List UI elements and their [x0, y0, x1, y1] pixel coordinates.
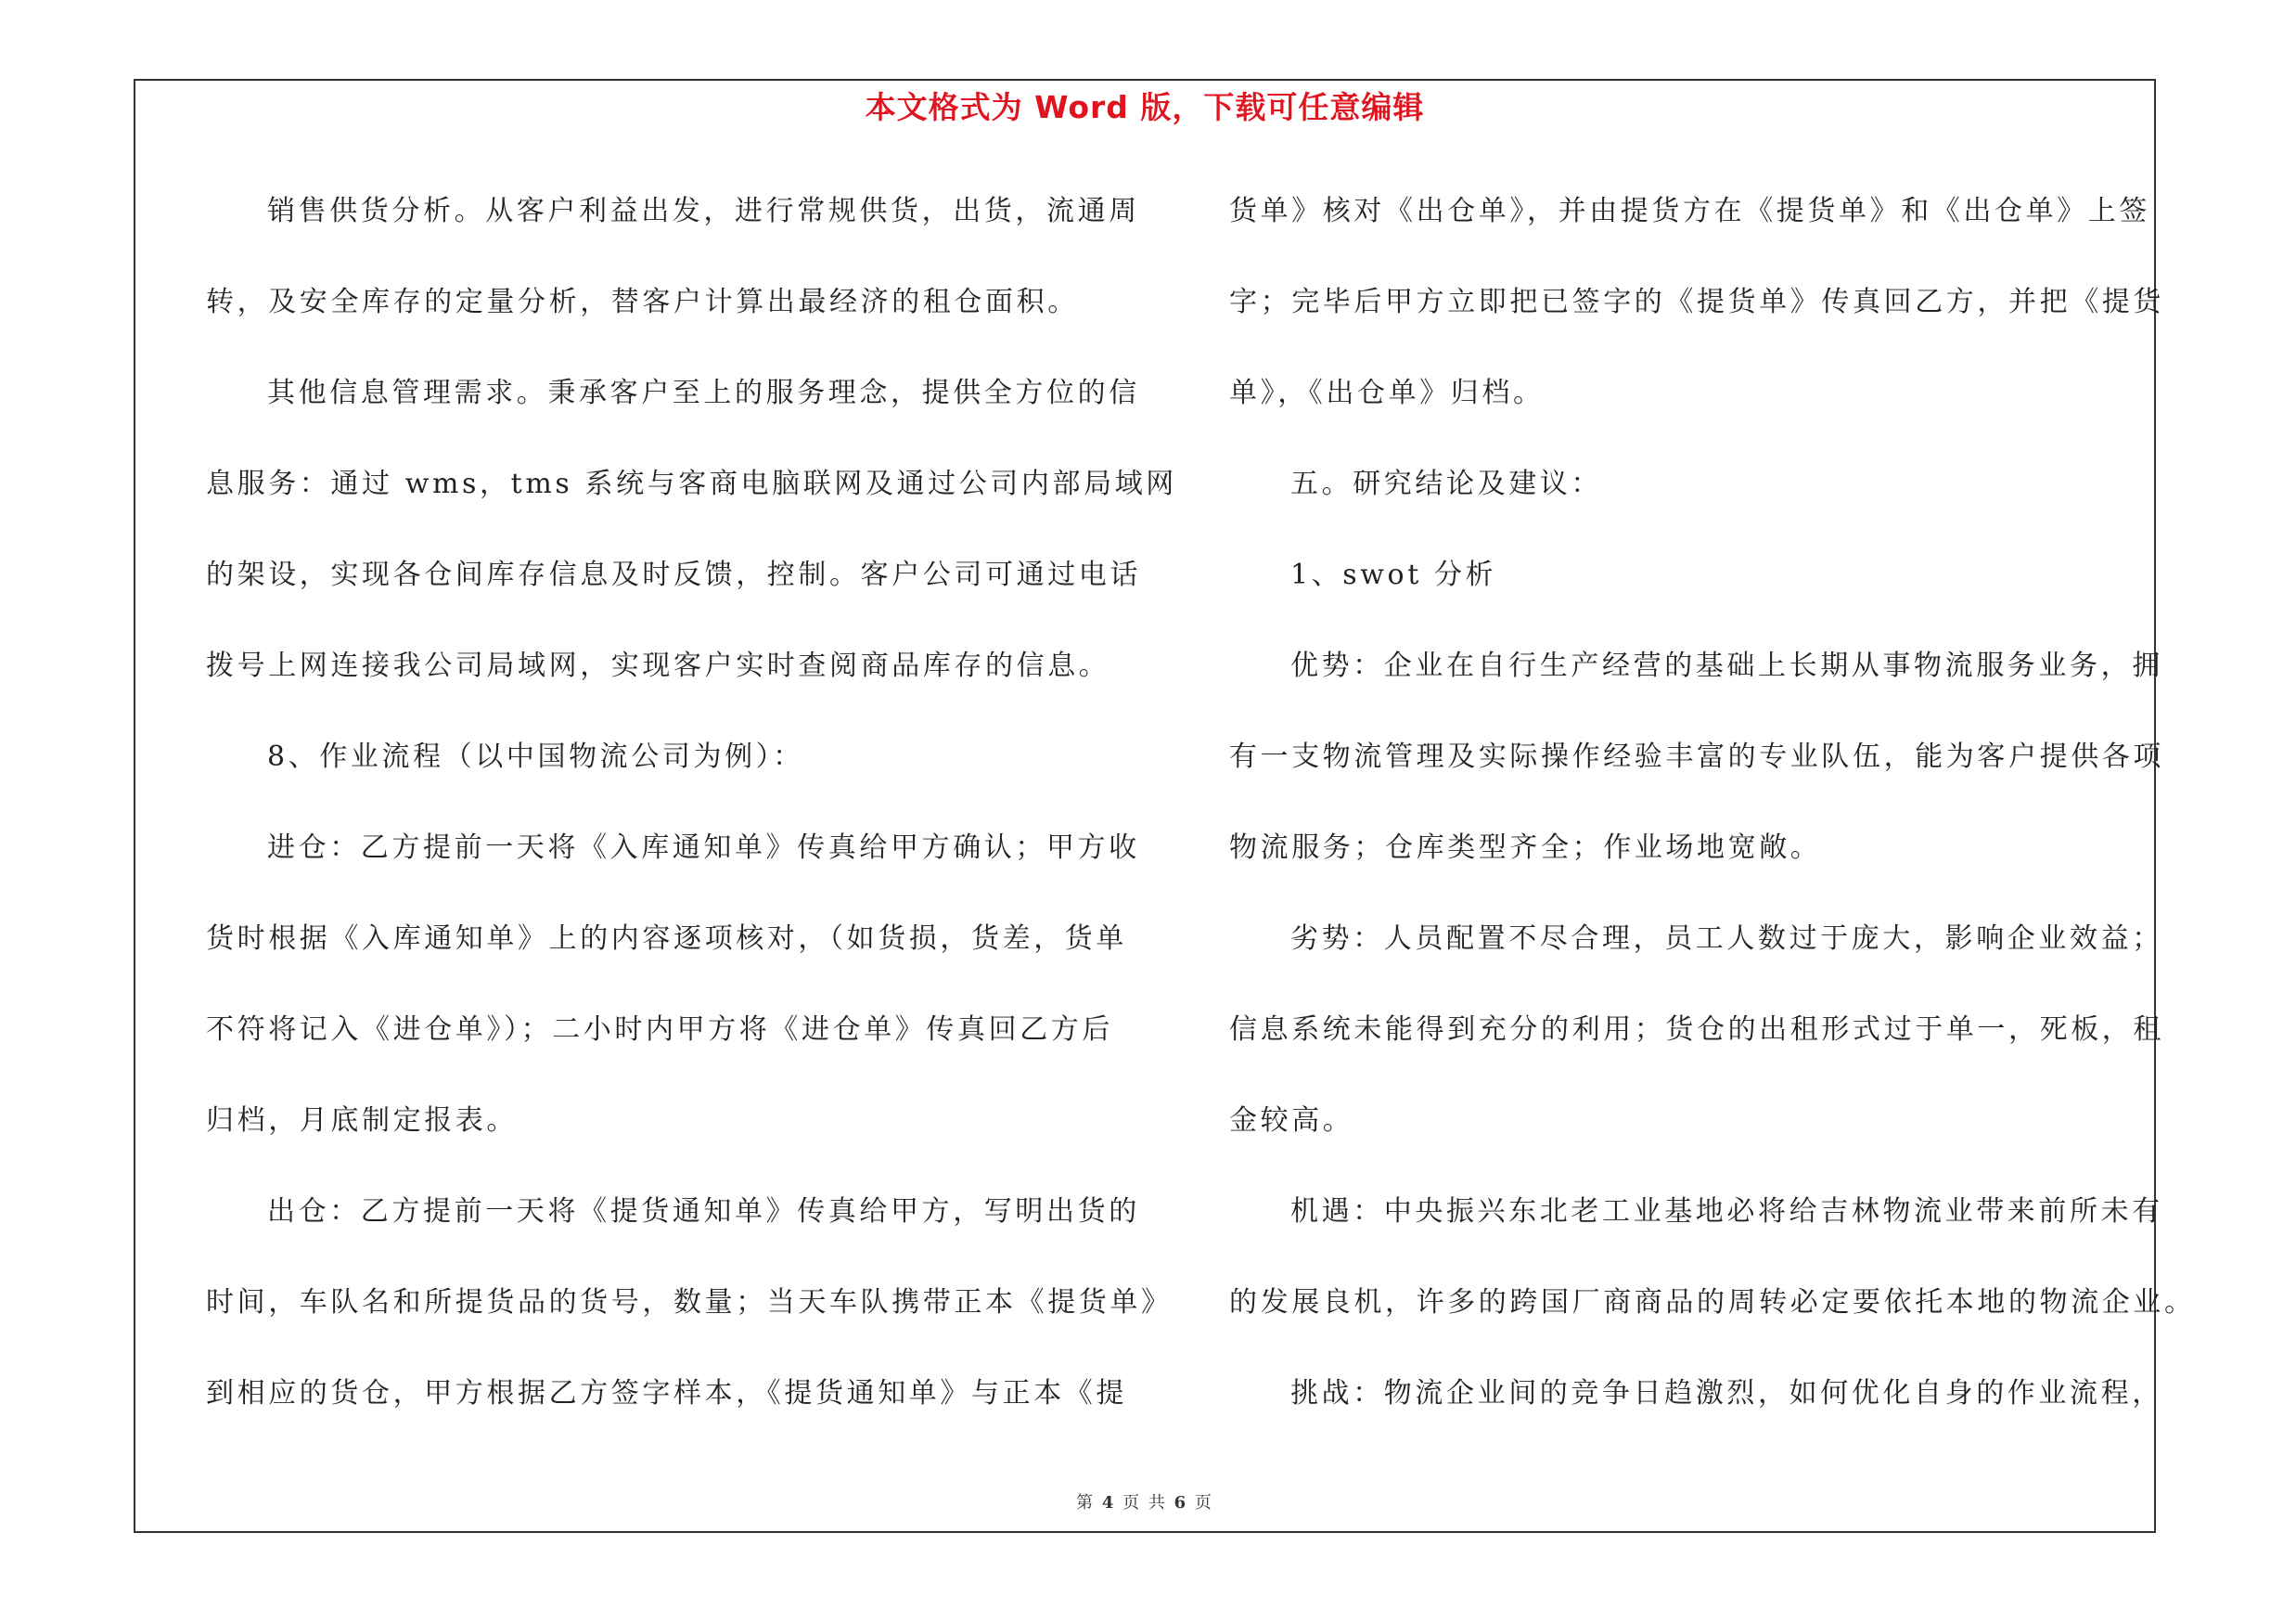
text-line: 单》，《出仓单》归档。 [1229, 377, 1545, 409]
footer-prefix: 第 [1076, 1493, 1096, 1513]
text-line: 其他信息管理需求。秉承客户至上的服务理念，提供全方位的信 [267, 377, 1140, 409]
text-line: 有一支物流管理及实际操作经验丰富的专业队伍，能为客户提供各项 [1229, 741, 2164, 773]
text-line: 货单》核对《出仓单》，并由提货方在《提货单》和《出仓单》上签 [1229, 195, 2150, 227]
left-text-column [206, 184, 1177, 1457]
text-line: 不符将记入《进仓单》）；二小时内甲方将《进仓单》传真回乙方后 [206, 1013, 1113, 1046]
text-line: 拨号上网连接我公司局域网，实现客户实时查阅商品库存的信息。 [206, 650, 1110, 682]
text-line: 时间，车队名和所提货品的货号，数量；当天车队携带正本《提货单》 [206, 1286, 1173, 1319]
text-line: 机遇：中央振兴东北老工业基地必将给吉林物流业带来前所未有 [1290, 1195, 2163, 1228]
right-text-column [1229, 184, 2196, 1457]
text-line: 优势：企业在自行生产经营的基础上长期从事物流服务业务，拥 [1290, 650, 2163, 682]
text-line: 挑战：物流企业间的竞争日趋激烈，如何优化自身的作业流程， [1290, 1377, 2163, 1410]
word-format-banner: 本文格式为 Word 版，下载可任意编辑 [865, 89, 1425, 125]
text-line: 归档，月底制定报表。 [206, 1104, 518, 1137]
text-line: 转，及安全库存的定量分析，替客户计算出最经济的租仓面积。 [206, 286, 1079, 318]
text-line: 字；完毕后甲方立即把已签字的《提货单》传真回乙方，并把《提货 [1229, 286, 2164, 318]
footer-suffix: 页 [1194, 1493, 1213, 1513]
text-line: 五。研究结论及建议： [1290, 468, 1602, 500]
text-line: 的发展良机，许多的跨国厂商商品的周转必定要依托本地的物流企业。 [1229, 1286, 2196, 1319]
text-line: 到相应的货仓，甲方根据乙方签字样本，《提货通知单》与正本《提 [206, 1377, 1127, 1410]
text-line: 货时根据《入库通知单》上的内容逐项核对，（如货损，货差，货单 [206, 922, 1127, 955]
footer-middle: 页 共 [1122, 1493, 1167, 1513]
text-line: 劣势：人员配置不尽合理，员工人数过于庞大，影响企业效益； [1290, 922, 2163, 955]
total-page-count: 6 [1174, 1493, 1188, 1513]
text-line: 物流服务；仓库类型齐全；作业场地宽敞。 [1229, 831, 1822, 864]
text-line: 进仓：乙方提前一天将《入库通知单》传真给甲方确认；甲方收 [267, 831, 1140, 864]
text-line: 8、作业流程（以中国物流公司为例）： [267, 741, 804, 773]
text-line: 的架设，实现各仓间库存信息及时反馈，控制。客户公司可通过电话 [206, 559, 1141, 591]
text-line: 息服务：通过 wms，tms 系统与客商电脑联网及通过公司内部局域网 [206, 468, 1177, 500]
page-footer [134, 1492, 2156, 1514]
current-page-number: 4 [1101, 1493, 1116, 1513]
text-line: 金较高。 [1229, 1104, 1354, 1137]
text-line: 出仓：乙方提前一天将《提货通知单》传真给甲方，写明出货的 [267, 1195, 1140, 1228]
text-line: 信息系统未能得到充分的利用；货仓的出租形式过于单一，死板，租 [1229, 1013, 2164, 1046]
text-line: 销售供货分析。从客户利益出发，进行常规供货，出货，流通周 [267, 195, 1140, 227]
text-line: 1、swot 分析 [1290, 559, 1497, 591]
